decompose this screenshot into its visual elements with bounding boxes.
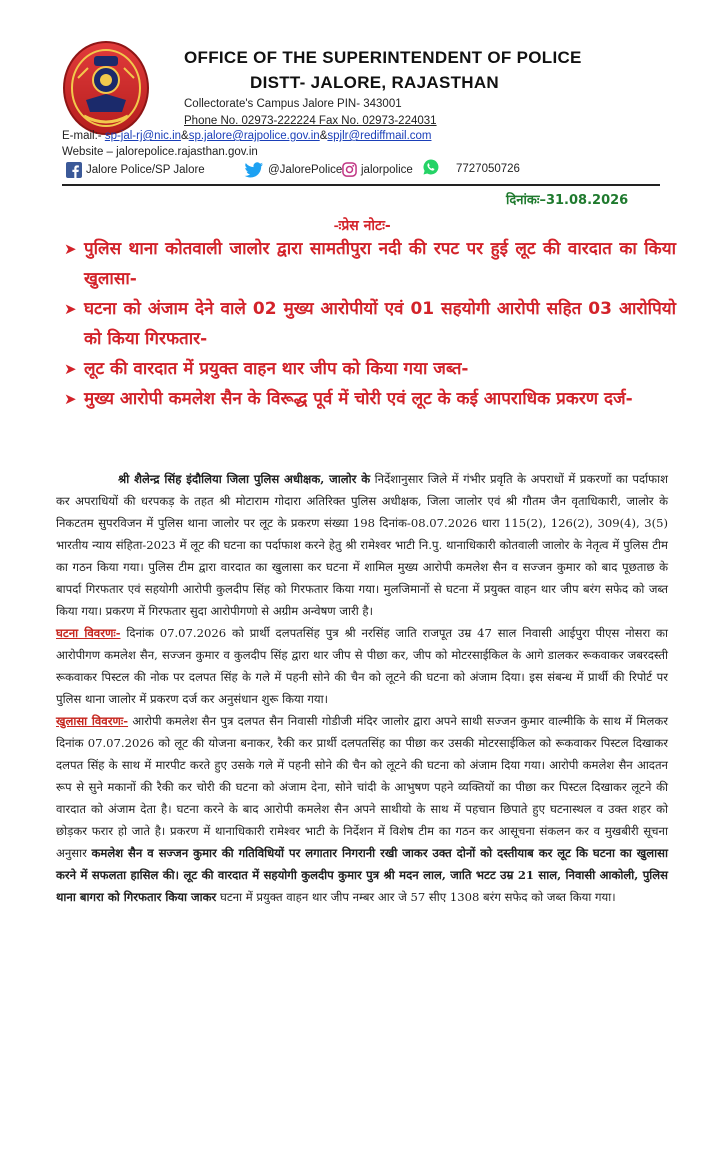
disclosure-end-text: घटना में प्रयुक्त वाहन थार जीप नम्बर आर जे 57 सीए 1308 बरंग सफेद को जब्त किया गया। <box>216 890 616 904</box>
headline-text: मुख्य आरोपी कमलेश सैन के विरूद्ध पूर्व में चोरी एवं लूट के कई आपराधिक प्रकरण दर्ज- <box>84 389 633 409</box>
disclosure-paragraph <box>56 710 668 908</box>
arrow-bullet-icon: ➤ <box>64 360 77 378</box>
email-prefix: E-mail:- <box>62 130 105 142</box>
district-name: DISTT- JALORE, RAJASTHAN <box>250 73 499 92</box>
email-separator: & <box>181 130 189 142</box>
headline-text: लूट की वारदात में प्रयुक्त वाहन थार जीप को किया गया जब्त- <box>84 359 469 379</box>
facebook-link[interactable] <box>66 162 205 178</box>
arrow-bullet-icon: ➤ <box>64 300 77 318</box>
intro-paragraph <box>56 468 668 622</box>
email-link-rediff[interactable]: spjlr@rediffmail.com <box>327 130 432 142</box>
disclosure-text: आरोपी कमलेश सैन पुत्र दलपत सैन निवासी गोडीजी मंदिर जालोर द्वारा अपने साथी सज्जन कुमार वाल्मीकि के साथ में मिलकर दिनांक 07.07.2026 को लूट की योजना बनाकर, रैकी कर प्रार्थी दलपतसिंह का पीछा कर उसकी मोटरसाईकिल को रूकवाकर पिस्टल दिखाकर दलपत सिंह के साथ में मारपीट करते हुए उसके गले में पहनी सोने की चैन को लूटने की घटना को अंजाम दिया गया। आरोपी कमलेश सैन आदतन रूप से सुने मकानों की रैकी कर चोरी की घटना को अंजाम देना, सोने चांदी के आभुषण पहने व्यक्तियों का पीछा कर पिस्टल दिखाकर लूटने की वारदात को अंजाम देता है। घटना करने के बाद आरोपी कमलेश सैन अपने साथीयो के साथ में पहचान छिपाते हुए घटनास्थल व उक्त शहर को छोड़कर फरार हो जाते है। प्रकरण में थानाधिकारी रामेश्वर भाटी के निर्देशन में विशेष टीम का गठन कर आसूचना संकलन कर व मुखबीरी सूचना अनुसार <box>56 714 668 860</box>
arrow-bullet-icon: ➤ <box>64 240 77 258</box>
website: Website – jalorepolice.rajasthan.gov.in <box>62 146 258 158</box>
incident-label: घटना विवरणः- <box>56 626 121 640</box>
whatsapp-number: 7727050726 <box>456 163 520 175</box>
whatsapp-link[interactable] <box>422 158 520 176</box>
headline-text: पुलिस थाना कोतवाली जालोर द्वारा सामतीपुरा नदी की रपट पर हुई लूट की वारदात का किया खुलासा- <box>84 239 676 289</box>
incident-paragraph <box>56 622 668 710</box>
instagram-icon <box>342 162 357 177</box>
email-link-rajpolice[interactable]: sp.jalore@rajpolice.gov.in <box>188 130 320 142</box>
sp-name-bold: श्री शैलेन्द्र सिंह इंदौलिया जिला पुलिस अधीक्षक, जालोर के <box>118 472 371 486</box>
disclosure-bold-text: कमलेश सैन व सज्जन कुमार की गतिविधियों पर लगातार निगरानी रखी जाकर उक्त दोनों को दस्तीयाब कर लूट कि घटना का खुलासा करने में सफलता हासिल की। लूट की वारदात में सहयोगी कुलदीप कुमार पुत्र श्री मदन लाल, जाति भटट उम्र 21 साल, निवासी आकोली, पुलिस थाना बागरा को गिरफतार किया जाकर <box>56 846 668 904</box>
office-address: Collectorate's Campus Jalore PIN- 343001 <box>184 98 402 110</box>
phone-fax: Phone No. 02973-222224 Fax No. 02973-224031 <box>184 115 437 127</box>
email-row <box>62 130 432 142</box>
headline-item <box>64 354 676 384</box>
headlines-list <box>64 234 676 414</box>
twitter-handle: @JalorePolice <box>268 164 343 176</box>
press-note-body <box>56 468 668 908</box>
headline-item <box>64 384 676 414</box>
instagram-handle: jalorpolice <box>361 163 413 176</box>
twitter-link[interactable] <box>244 162 342 178</box>
press-note-heading: -ःप्रेस नोटः- <box>334 218 391 234</box>
whatsapp-icon <box>422 158 440 176</box>
arrow-bullet-icon: ➤ <box>64 390 77 408</box>
office-title: OFFICE OF THE SUPERINTENDENT OF POLICE <box>184 48 582 67</box>
facebook-icon <box>66 162 82 178</box>
intro-text: निर्देशानुसार जिले में गंभीर प्रवृति के अपराधों में प्रकरणों का पर्दाफाश कर अपराधियों की धरपकड़ के तहत श्री मोटाराम गोदारा अतिरिक्त पुलिस अधीक्षक, जिला जालोर एवं श्री गौतम जैन वृताधिकारी, जालोर के निकटतम सुपरविजन में पुलिस थाना जालोर पर लूट के प्रकरण संख्या 198 दिनांक-08.07.2026 धारा 115(2), 126(2), 309(4), 3(5) भारतीय न्याय संहिता-2023 में लूट की घटना का पर्दाफाश करने हेतु श्री रामेश्वर भाटी नि.पु. थानाधिकारी कोतवाली जालोर के नेतृत्व में पुलिस टीम का गठन किया गया। पुलिस टीम द्वारा वारदात का खुलासा कर घटना में शामिल मुख्य आरोपी कमलेश सैन व सज्जन कुमार को बाद पूछताछ के बापर्दा गिरफतार एवं सहयोगी आरोपी कुलदीप सिंह को गिरफतार किया गया। मुलजिमानों से घटना में प्रयुक्त वाहन थार जीप बरंग सफेद को जब्त किया गया। प्रकरण में गिरफतार सुदा आरोपीगणो से अग्रीम अन्वेषण जारी है। <box>56 472 668 618</box>
headline-text: घटना को अंजाम देने वाले 02 मुख्य आरोपीयों एवं 01 सहयोगी आरोपी सहित 03 आरोपियो को किया गिरफतार- <box>84 299 676 349</box>
press-note-date: दिनांकः–31.08.2026 <box>506 193 629 208</box>
incident-text: दिनांक 07.07.2026 को प्रार्थी दलपतसिंह पुत्र श्री नरसिंह जाति राजपूत उम्र 47 साल निवासी आईपुरा पीएस नोसरा का आरोपीगण कमलेश सैन, सज्जन कुमार व कुलदीप सिंह द्वारा थार जीप से पीछा कर, जीप को मोटरसाईकिल के आगे डालकर रूकवाकर जबरदस्ती रूकवाकर पिस्टल की नोक पर दलपत सिंह के गले में पहनी सोने की चैन को लूटने की घटना को अंजाम दिया। इस संबन्ध में प्रार्थी की रिपोर्ट पर पुलिस थाना जालोर में प्रकरण दर्ज कर अनुसंधान शुरू किया गया। <box>56 626 669 706</box>
rajasthan-police-emblem-icon <box>58 38 154 138</box>
twitter-bird-icon <box>244 162 264 178</box>
headline-item <box>64 234 676 294</box>
email-link-nic[interactable]: sp-jal-rj@nic.in <box>104 130 182 142</box>
disclosure-label: खुलासा विवरणः- <box>56 714 129 728</box>
instagram-link[interactable] <box>342 162 413 177</box>
letterhead-divider <box>62 184 660 186</box>
headline-item <box>64 294 676 354</box>
facebook-handle: Jalore Police/SP Jalore <box>86 164 205 176</box>
email-separator: & <box>319 130 328 142</box>
